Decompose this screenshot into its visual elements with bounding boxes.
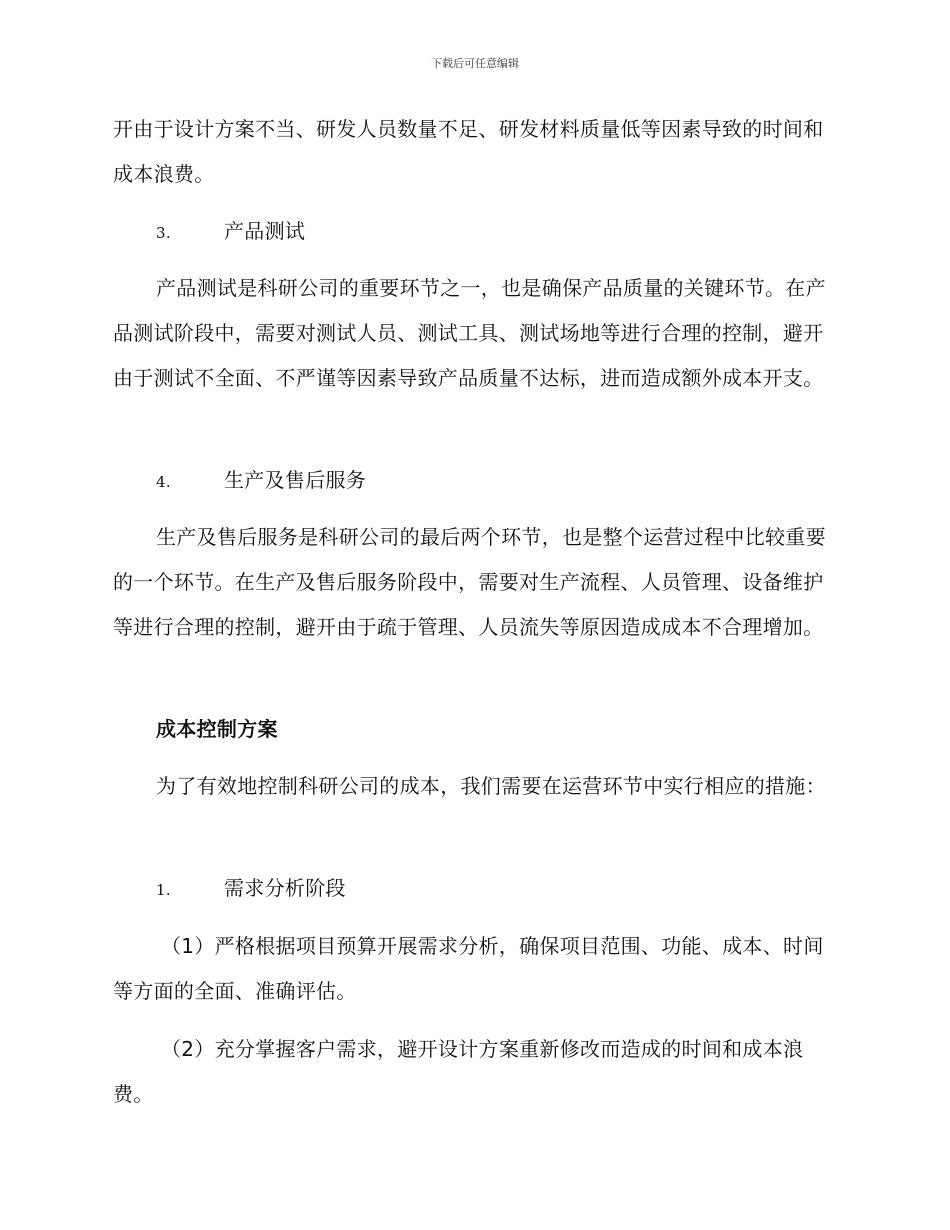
list-label: 产品测试 bbox=[224, 219, 306, 243]
sub-section-2 bbox=[113, 1027, 833, 1117]
paragraph-continued: 开由于设计方案不当、研发人员数量不足、研发材料质量低等因素导致的时间和成本浪费。 bbox=[113, 117, 824, 186]
paragraph-product-testing: 产品测试是科研公司的重要环节之一，也是确保产品质量的关键环节。在产品测试阶段中，需要对测试人员、测试工具、测试场地等进行合理的控制，避开由于测试不全面、不严谨等因素导致产品质量不达标，进而造成额外成本开支。 bbox=[113, 276, 826, 390]
list-item-1 bbox=[113, 866, 833, 913]
heading-section bbox=[113, 707, 833, 752]
list-section-3 bbox=[113, 209, 833, 256]
list-number: 4. bbox=[156, 473, 171, 491]
body-section-3 bbox=[113, 515, 833, 650]
list-number: 3. bbox=[156, 224, 171, 242]
list-section-1 bbox=[113, 866, 833, 913]
body-section-2 bbox=[113, 266, 833, 401]
sub-item-2: （2）充分掌握客户需求，避开设计方案重新修改而造成的时间和成本浪费。 bbox=[113, 1037, 804, 1106]
section-heading: 成本控制方案 bbox=[156, 717, 278, 741]
body-section-4 bbox=[113, 764, 833, 809]
list-item-3 bbox=[113, 209, 833, 256]
list-label: 生产及售后服务 bbox=[224, 468, 367, 492]
body-section-1 bbox=[113, 107, 833, 197]
list-section-4 bbox=[113, 458, 833, 505]
sub-section-1 bbox=[113, 924, 833, 1014]
list-number: 1. bbox=[156, 881, 171, 899]
list-item-4 bbox=[113, 458, 833, 505]
page-header: 下载后可任意编辑 bbox=[431, 57, 519, 70]
paragraph-cost-control-intro: 为了有效地控制科研公司的成本，我们需要在运营环节中实行相应的措施： bbox=[156, 774, 826, 798]
paragraph-production-service: 生产及售后服务是科研公司的最后两个环节，也是整个运营过程中比较重要的一个环节。在生产及售后服务阶段中，需要对生产流程、人员管理、设备维护等进行合理的控制，避开由于疏于管理、人员流失等原因造成成本不合理增加。 bbox=[113, 525, 826, 639]
sub-item-1: （1）严格根据项目预算开展需求分析，确保项目范围、功能、成本、时间等方面的全面、准确评估。 bbox=[113, 934, 824, 1003]
list-label: 需求分析阶段 bbox=[224, 876, 346, 900]
